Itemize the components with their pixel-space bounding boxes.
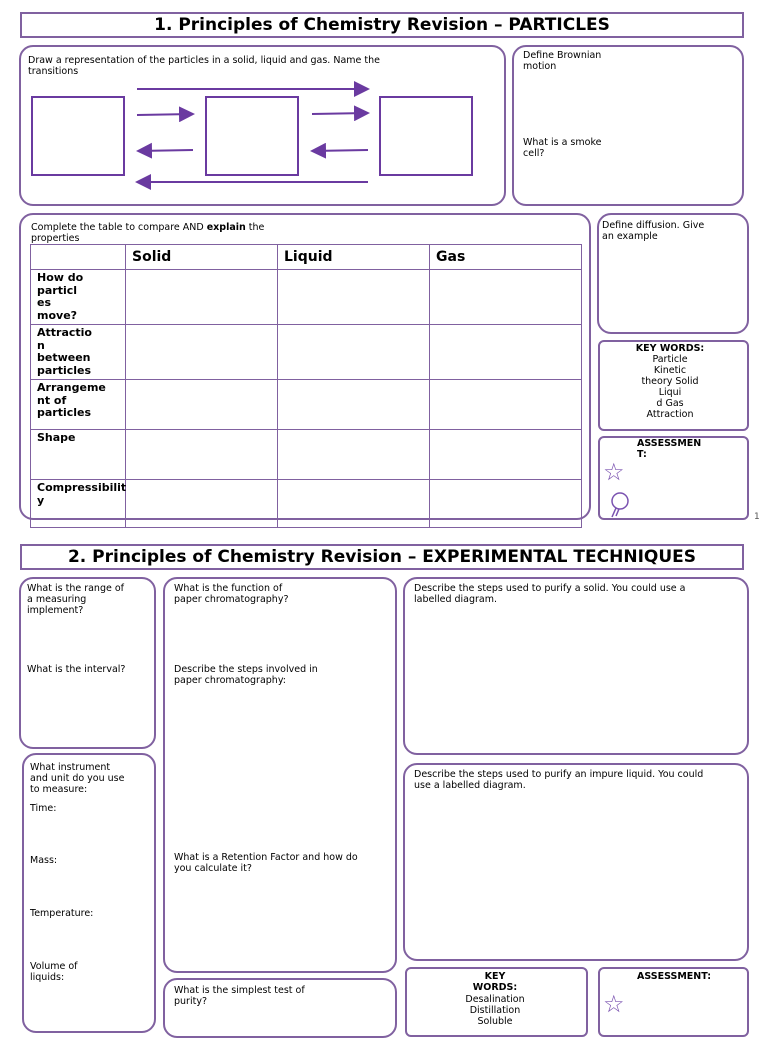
column-header-solid: Solid — [126, 245, 278, 270]
table-instructions: Complete the table to compare AND explain the properties — [31, 222, 265, 244]
smoke-cell-question: What is a smoke cell? — [523, 137, 602, 159]
volume-label: Volume of liquids: — [30, 961, 78, 983]
section2-title: 2. Principles of Chemistry Revision – EXPERIMENTAL TECHNIQUES — [20, 544, 744, 570]
column-header-liquid: Liquid — [278, 245, 430, 270]
table-cell[interactable] — [126, 380, 278, 430]
purify-liquid-question: Describe the steps used to purify an impure liquid. You could use a labelled diagram. — [414, 769, 704, 791]
purify-solid-question: Describe the steps used to purify a solid. You could use a labelled diagram. — [414, 583, 686, 605]
table-cell[interactable] — [278, 380, 430, 430]
table-cell[interactable] — [430, 270, 582, 325]
arrow-liquid-to-solid — [138, 150, 193, 151]
table-cell[interactable] — [430, 325, 582, 380]
row-header-compressibility: Compressibilit y — [31, 480, 126, 528]
row-header-attraction: Attractio n between particles — [31, 325, 126, 380]
table-corner — [31, 245, 126, 270]
table-cell[interactable] — [126, 270, 278, 325]
row-header-shape: Shape — [31, 430, 126, 480]
row-header-arrangement: Arrangeme nt of particles — [31, 380, 126, 430]
chromatography-function-question: What is the function of paper chromatography? — [174, 583, 289, 605]
key-words-list: Particle Kinetic theory Solid Liqui d Gas Attraction — [641, 354, 699, 420]
time-label: Time: — [30, 803, 57, 814]
table-cell[interactable] — [430, 480, 582, 528]
table-cell[interactable] — [278, 430, 430, 480]
table-cell[interactable] — [126, 430, 278, 480]
assessment-title: ASSESSMEN T: — [637, 438, 702, 460]
chromatography-box — [163, 577, 397, 973]
temperature-label: Temperature: — [30, 908, 94, 919]
brownian-question: Define Brownian motion — [523, 50, 602, 72]
arrow-solid-to-liquid — [137, 114, 193, 115]
table-cell[interactable] — [126, 325, 278, 380]
purity-question: What is the simplest test of purity? — [174, 985, 305, 1007]
chromatography-steps-question: Describe the steps involved in paper chromatography: — [174, 664, 318, 686]
arrow-gas-to-liquid — [312, 150, 368, 151]
table-cell[interactable] — [126, 480, 278, 528]
star-icon-2: ☆ — [603, 990, 625, 1018]
row-header-movement: How do particl es move? — [31, 270, 126, 325]
assessment-title-2: ASSESSMENT: — [637, 971, 712, 982]
properties-table — [30, 244, 582, 528]
page-number: 1 — [754, 512, 760, 522]
table-cell[interactable] — [430, 430, 582, 480]
table-cell[interactable] — [430, 380, 582, 430]
key-words-list-2: Desalination Distillation Soluble — [465, 994, 525, 1027]
range-question: What is the range of a measuring implement? — [27, 583, 124, 616]
table-cell[interactable] — [278, 270, 430, 325]
column-header-gas: Gas — [430, 245, 582, 270]
purify-liquid-box — [403, 763, 749, 961]
instrument-question: What instrument and unit do you use to measure: — [30, 762, 125, 795]
diffusion-question: Define diffusion. Give an example — [602, 220, 705, 242]
star-icon: ☆ — [603, 458, 625, 486]
lightbulb-icon — [607, 491, 631, 519]
table-cell[interactable] — [278, 480, 430, 528]
draw-prompt: Draw a representation of the particles in a solid, liquid and gas. Name the transitions — [28, 55, 380, 77]
arrow-liquid-to-gas — [312, 113, 368, 114]
instruments-box — [22, 753, 156, 1033]
retention-factor-question: What is a Retention Factor and how do you calculate it? — [174, 852, 358, 874]
interval-question: What is the interval? — [27, 664, 126, 675]
key-words-title-2: KEY WORDS: — [472, 971, 518, 993]
key-words-title: KEY WORDS: — [635, 343, 705, 354]
table-cell[interactable] — [278, 325, 430, 380]
mass-label: Mass: — [30, 855, 58, 866]
section1-title: 1. Principles of Chemistry Revision – PARTICLES — [20, 12, 744, 38]
